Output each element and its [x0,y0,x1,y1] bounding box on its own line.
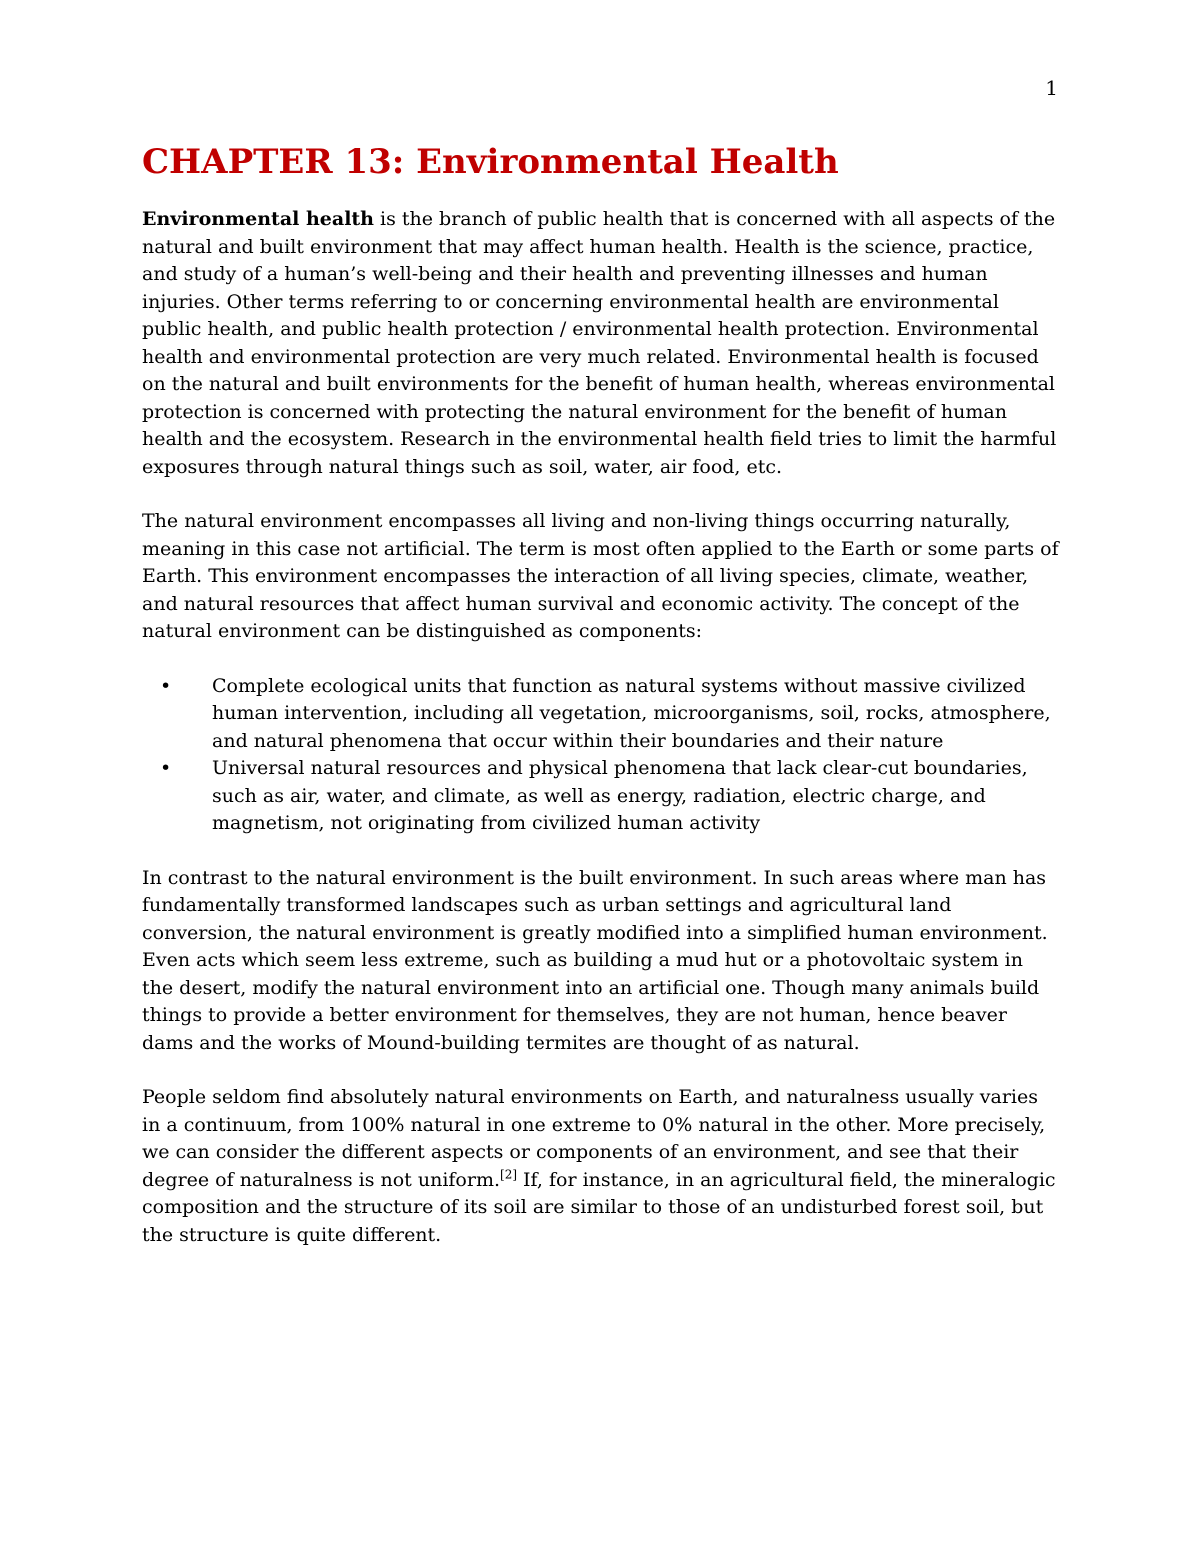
intro-term: Environmental health [142,208,374,230]
naturalness-text-before: People seldom find absolutely natural environments on Earth, and naturalness usually varies in a continuum, from 100% natural in one extreme to 0% natural in the other. More precisely, we can consider the different aspects or components of an environment, and see that their degree of naturalness is not uniform. [142,1086,1046,1191]
bullet-icon: • [160,674,172,697]
natural-environment-paragraph: The natural environment encompasses all living and non-living things occurring naturally, meaning in this case not artificial. The term is most often applied to the Earth or some parts of Earth. This environment encompasses the interaction of all living species, climate, weather, and natural resources that affect human survival and economic activity. The concept of the natural environment can be distinguished as components: [142,510,1059,642]
intro-text: is the branch of public health that is concerned with all aspects of the natural and built environment that may affect human health. Health is the science, practice, and study of a human’s well-being and their health and preventing illnesses and human injuries. Other terms referring to or concerning environmental health are environmental public health, and public health protection / environmental health protection. Environmental health and environmental protection are very much related. Environmental health is focused on the natural and built environments for the benefit of human health, whereas environmental protection is concerned with protecting the natural environment for the benefit of human health and the ecosystem. Research in the environmental health field tries to limit the harmful exposures through natural things such as soil, water, air food, etc. [142,208,1057,478]
citation-link[interactable]: [2] [500,1167,518,1182]
list-item-text: Complete ecological units that function as natural systems without massive civilized human intervention, including all vegetation, microorganisms, soil, rocks, atmosphere, and natural phenomena that occur within their boundaries and their nature [212,674,1051,752]
built-environment-paragraph: In contrast to the natural environment is the built environment. In such areas where man has fundamentally transformed landscapes such as urban settings and agricultural land conversion, the natural environment is greatly modified into a simplified human environment. Even acts which seem less extreme, such as building a mud hut or a photovoltaic system in the desert, modify the natural environment into an artificial one. Though many animals build things to provide a better environment for themselves, they are not human, hence beaver dams and the works of Mound-building termites are thought of as natural. [142,866,1048,1054]
page-content [142,140,1060,1276]
naturalness-paragraph [142,1084,1060,1249]
naturalness-text-after: If, for instance, in an agricultural field, the mineralogic composition and the structure of its soil are similar to those of an undisturbed forest soil, but the structure is quite different. [142,1168,1056,1246]
list-item [142,673,1060,756]
page-number: 1 [1045,76,1058,100]
intro-paragraph [142,206,1060,481]
list-item [142,755,1060,838]
bullet-icon: • [160,757,172,779]
components-list [142,673,1060,838]
chapter-title: CHAPTER 13: Environmental Health [142,142,839,182]
list-item-text: Universal natural resources and physical phenomena that lack clear-cut boundaries, such as air, water, and climate, as well as energy, radiation, electric charge, and magnetism, not originating from civilized human activity [212,757,1028,834]
